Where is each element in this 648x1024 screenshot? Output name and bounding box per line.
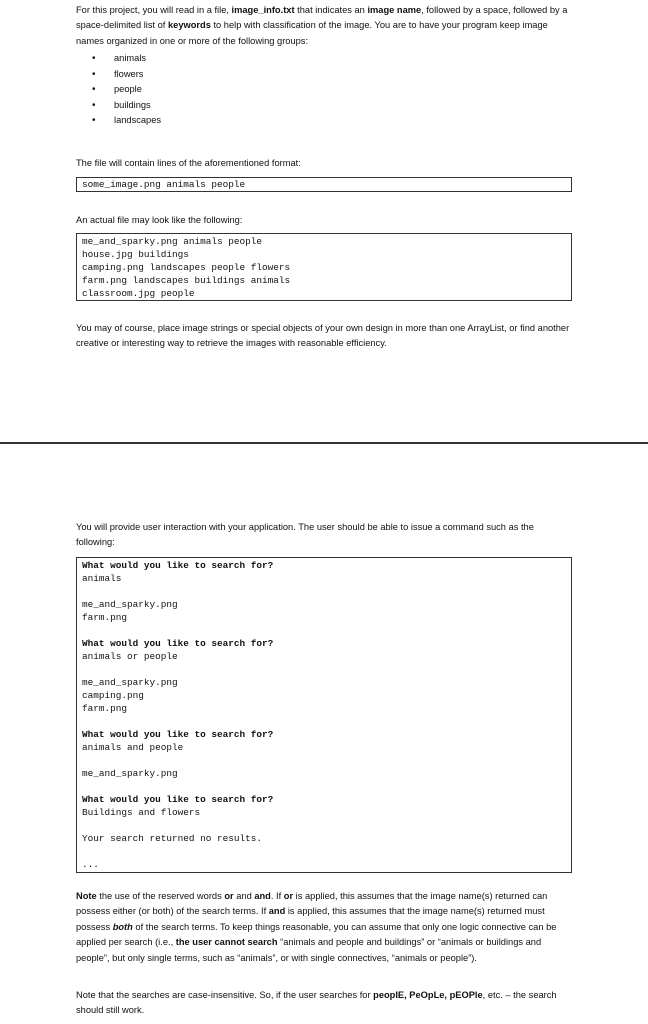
result-line: camping.png [82,690,144,701]
note-paragraph [76,889,570,966]
list-item: • flowers [92,67,161,83]
list-item: • animals [92,51,161,67]
note-bold: Note [76,891,97,901]
prompt-line: What would you like to search for? [82,638,274,649]
prompt-line: What would you like to search for? [82,794,274,805]
interaction-paragraph: You will provide user interaction with your application. The user should be able to issue a command such as the following: [76,522,534,548]
or-bold: or [224,891,234,901]
file-line: house.jpg buildings [82,249,189,260]
cannot-search-bold: the user cannot search [175,937,278,948]
note2-text: , etc. – the search should still work. [76,990,557,1016]
page-1 [0,0,648,442]
result-line: me_and_sparky.png [82,677,178,688]
note-text: “animals and people and buildings” or “animals or buildings and people”, but only single terms, such as “animals”, or with single connectives, “animals or people”). [76,937,542,963]
format-example-line: some_image.png animals people [82,179,246,190]
or-bold: or [283,891,294,901]
note-text: is applied, this assumes that the image name(s) returned must possess [76,906,545,932]
intro-text-1: For this project, you will read in a file, [76,5,232,15]
and-bold: and [254,891,271,901]
actual-file-paragraph: An actual file may look like the following: [76,215,243,225]
result-line: farm.png [82,703,128,714]
file-line: classroom.jpg people [82,288,195,299]
file-contents-box [76,233,572,301]
file-line: farm.png landscapes buildings animals [82,275,291,286]
ellipsis-line: ... [82,859,99,870]
intro-text-3: , followed by a space, followed by a space-delimited list of [76,5,568,31]
page-2 [0,446,648,1024]
note-text: . If [270,891,284,901]
result-line: me_and_sparky.png [82,768,178,779]
file-line: me_and_sparky.png animals people [82,236,263,247]
result-line: me_and_sparky.png [82,599,178,610]
prompt-line: What would you like to search for? [82,729,274,740]
intro-text-2: that indicates an [294,5,368,15]
keywords-bold: keywords [167,20,211,31]
input-line: animals or people [82,651,178,662]
case-insensitive-paragraph [76,988,570,1019]
and-bold: and [268,906,286,917]
session-box [76,557,572,873]
intro-text-4: to help with classification of the image. You are to have your program keep image names organized in one or more of the following groups: [76,20,548,46]
file-line: camping.png landscapes people flowers [82,262,291,273]
result-line: farm.png [82,612,128,623]
image-name-bold: image name [367,5,422,15]
both-bold-italic: both [112,921,133,932]
filename-bold: image_info.txt [231,5,295,15]
input-line: animals [82,573,122,584]
note2-text: Note that the searches are case-insensitive. So, if the user searches for [76,990,374,1000]
note-text: of the search terms. To keep things reasonable, you can assume that only one logic connective can be applied per search (i.e., [76,921,557,948]
case-examples-bold: peoplE, PeOpLe, pEOPle [373,990,483,1000]
intro-paragraph [76,3,570,49]
page-separator [0,442,648,444]
note-text: the use of the reserved words [96,891,225,901]
list-item: • buildings [92,98,161,114]
input-line: animals and people [82,742,184,753]
list-item: • landscapes [92,113,161,129]
note-text: and [233,891,255,901]
prompt-line: What would you like to search for? [82,560,274,571]
note-text: is applied, this assumes that the image name(s) returned can possess either (or both) of the search terms. If [76,891,548,917]
format-paragraph: The file will contain lines of the aforementioned format: [76,158,301,168]
arraylist-paragraph: You may of course, place image strings or special objects of your own design in more than one ArrayList, or find another creative or interesting way to retrieve the images with reasonable efficiency. [76,323,570,349]
input-line: Buildings and flowers [82,807,201,818]
format-example-box [76,177,572,192]
groups-list [92,51,161,129]
list-item: • people [92,82,161,98]
no-results-line: Your search returned no results. [82,833,263,844]
